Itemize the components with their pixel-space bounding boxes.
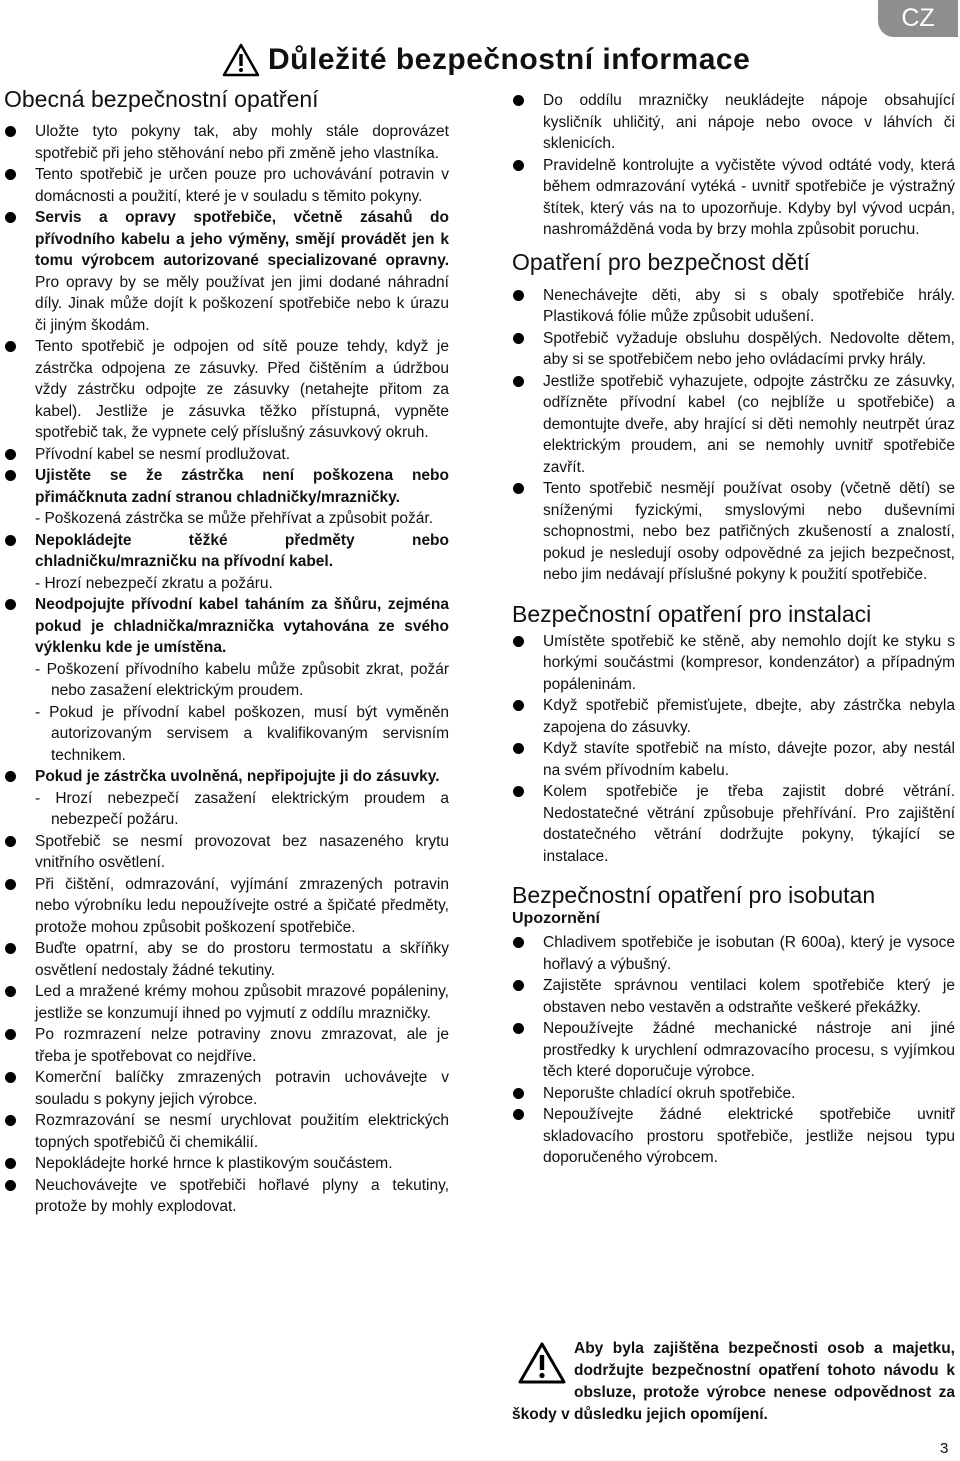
list-item (4, 1067, 449, 1110)
item-text: Pravidelně kontrolujte a vyčistěte vývod odtáté vody, která během odmrazování vytéká - uvnitř spotřebiče je výstražný štítek, který vás na to upozorňuje. Kdyby byl vývod ucpán, nashromážděná voda by brzy mohla způsobit poruchu. (543, 156, 955, 238)
sub-item-text: - Poškozená zástrčka se může přehřívat a způsobit požár. (35, 510, 434, 527)
bold-text: Neodpojujte přívodní kabel taháním za šňůru, zejména pokud je chladnička/mraznička vytahována ze svého výklenku kde je umístěna. (35, 596, 449, 656)
item-text: Uložte tyto pokyny tak, aby mohly stále doprovázet spotřebič při jeho stěhování nebo při změně jeho vlastníka. (35, 123, 449, 162)
item-text: Tento spotřebič je odpojen od sítě pouze tehdy, když je zástrčka odpojena ze zásuvky. Před čištěním a údržbou vždy zástrčku odpojte ze zásuvky (netahejte přitom za kabel). Jestliže je zásuvka těžko přístupná, vypněte spotřebič tak, že vypnete celý příslušný zásuvkový okruh. (35, 338, 449, 441)
list-item (4, 594, 449, 766)
isobutane-safety-list (512, 932, 955, 1169)
list-item (4, 207, 449, 336)
list-item (4, 981, 449, 1024)
item-text: Rozmrazování se nesmí urychlovat použitím elektrických topných spotřebičů či chemikálií. (35, 1112, 449, 1151)
list-item (512, 1018, 955, 1083)
item-text: Neporušte chladící okruh spotřebiče. (543, 1084, 796, 1102)
sub-item-text: - Hrozí nebezpečí zasažení elektrickým proudem a nebezpečí požáru. (35, 789, 449, 828)
item-text: Zajistěte správnou ventilaci kolem spotřebiče který je obstaven nebo vestavěn a odstraňte veškeré překážky. (543, 977, 955, 1016)
list-item (4, 1110, 449, 1153)
list-item (512, 975, 955, 1018)
list-item (4, 121, 449, 164)
isobutane-warning-subheading: Upozornění (512, 910, 600, 927)
list-item (512, 1104, 955, 1169)
item-text: Při čištění, odmrazování, vyjímání zmrazených potravin nebo výrobníku ledu nepoužívejte ostré a špičaté předměty, protože mohou způsobit poškození spotřebiče. (35, 875, 449, 936)
freezer-notes-list (512, 90, 955, 241)
bold-text: Servis a opravy spotřebiče, včetně zásahů do přívodního kabelu a jeho výměny, smějí provádět jen k tomu výrobcem autorizované specializované opravny. (35, 209, 449, 269)
list-item (512, 478, 955, 586)
list-item (512, 328, 955, 371)
list-item (512, 1083, 955, 1105)
general-safety-heading: Obecná bezpečnostní opatření (4, 86, 319, 112)
item-text: Chladivem spotřebiče je isobutan (R 600a), který je vysoce hořlavý a výbušný. (543, 934, 955, 973)
list-item (4, 766, 449, 831)
list-item (4, 465, 449, 530)
item-text: Tento spotřebič je určen pouze pro uchovávání potravin v domácnosti a použití, které je v souladu s těmito pokyny. (35, 166, 449, 205)
final-safety-note-text: Aby byla zajištěna bezpečnosti osob a majetku, dodržujte bezpečnostní opatření tohoto návodu k obsluze, protože výrobce nenese odpovědnost za škody v důsledku jejich opomíjení. (512, 1340, 955, 1423)
list-item (4, 336, 449, 444)
list-item (4, 1175, 449, 1218)
final-safety-note (512, 1338, 955, 1426)
list-item (4, 1153, 449, 1175)
left-column (4, 86, 449, 1218)
right-column (512, 90, 955, 1169)
list-item (512, 285, 955, 328)
list-item (512, 371, 955, 479)
sub-item-text: - Poškození přívodního kabelu může způsobit zkrat, požár nebo zasažení elektrickým proudem. (35, 660, 449, 699)
list-item (512, 90, 955, 155)
warning-icon (222, 43, 260, 77)
item-text: Led a mražené krémy mohou způsobit mrazové popáleniny, jestliže se konzumují ihned po vyjmutí z oddílu mrazničky. (35, 983, 449, 1022)
item-text: Jestliže spotřebič vyhazujete, odpojte zástrčku ze zásuvky, odřízněte přívodní kabel (co nejblíže u spotřebiče) a demontujte dveře, aby hrající si děti nemohly neutrpět úraz elektrickým proudem, ani se nemohly uvnitř spotřebiče zavřít. (543, 372, 955, 476)
bold-text: Ujistěte se že zástrčka není poškozena nebo přimáčknuta zadní stranou chladničky/mrazničky. (35, 467, 449, 506)
list-item (4, 938, 449, 981)
item-text: Nepoužívejte žádné mechanické nástroje ani jiné prostředky k urychlení odmrazovacího procesu, s vyjímkou těch které doporučuje výrobce. (543, 1020, 955, 1080)
item-text: Do oddílu mrazničky neukládejte nápoje obsahující kysličník uhličitý, ani nápoje nebo ovoce v láhvích či sklenicích. (543, 92, 955, 152)
language-badge: CZ (878, 0, 958, 37)
list-item (4, 444, 449, 466)
item-text: Komerční balíčky zmrazených potravin uchovávejte v souladu s pokyny jejich výrobce. (35, 1069, 449, 1108)
page-title (222, 38, 750, 82)
list-item (512, 155, 955, 241)
bold-text: Pokud je zástrčka uvolněná, nepřipojujte ji do zásuvky. (35, 768, 440, 785)
bold-text: Nepokládejte těžké předměty nebo chladničku/mrazničku na přívodní kabel. (35, 531, 449, 570)
item-text: Když stavíte spotřebič na místo, dávejte pozor, aby nestál na svém přívodním kabelu. (543, 740, 955, 779)
item-text: Umístěte spotřebič ke stěně, aby nemohlo dojít ke styku s horkými součástmi (kompresor, kondenzátor) a případným popáleninám. (543, 632, 955, 693)
sub-item-text: - Pokud je přívodní kabel poškozen, musí být vyměněn autorizovaným servisem a kvalifikovaným servisním technikem. (35, 703, 449, 764)
item-text: Nepoužívejte žádné elektrické spotřebiče uvnitř skladovacího prostoru spotřebiče, jestliže nejsou typu doporučeného výrobcem. (543, 1106, 955, 1166)
item-text: Buďte opatrní, aby se do prostoru termostatu a skříňky osvětlení nedostaly žádné tekutiny. (35, 940, 449, 979)
item-text: Když spotřebič přemisťujete, dbejte, aby zástrčka nebyla zapojena do zásuvky. (543, 697, 955, 736)
list-item (512, 932, 955, 975)
children-safety-heading: Opatření pro bezpečnost dětí (512, 248, 810, 275)
item-text: Nepokládejte horké hrnce k plastikovým součástem. (35, 1155, 393, 1172)
list-item (512, 738, 955, 781)
item-text: Po rozmrazení nelze potraviny znovu zmrazovat, ale je třeba je spotřebovat co nejdříve. (35, 1026, 449, 1065)
isobutane-safety-heading: Bezpečnostní opatření pro isobutan (512, 882, 876, 908)
warning-icon (518, 1342, 566, 1384)
list-item (4, 831, 449, 874)
list-item (4, 164, 449, 207)
installation-safety-heading: Bezpečnostní opatření pro instalaci (512, 600, 872, 627)
item-text: Spotřebič vyžaduje obsluhu dospělých. Nedovolte dětem, aby si se spotřebičem nebo jeho ovládacími prvky hrály. (543, 329, 955, 368)
sub-item-text: - Hrozí nebezpečí zkratu a požáru. (35, 574, 273, 592)
page-title-text: Důležité bezpečnostní informace (268, 43, 751, 76)
item-text: Kolem spotřebiče je třeba zajistit dobré větrání. Nedostatečné větrání způsobuje přehřívání. Pro zajištění dostatečného větrání dodržujte pokyny, týkající se instalace. (543, 783, 955, 865)
page-number: 3 (940, 1440, 949, 1457)
list-item (512, 631, 955, 696)
list-item (4, 530, 449, 595)
item-text: Spotřebič se nesmí provozovat bez nasazeného krytu vnitřního osvětlení. (35, 832, 449, 871)
list-item (4, 874, 449, 939)
list-item (512, 781, 955, 867)
item-text: Tento spotřebič nesmějí používat osoby (včetně dětí) se sníženými fyzickými, smyslovými nebo duševními schopnostmi, nebo bez patřičných zkušeností a znalostí, pokud je nesledují osoby odpovědné za jejich bezpečnost, nebo jim nedávají příslušné pokyny k použití spotřebiče. (543, 480, 955, 583)
item-text: Přívodní kabel se nesmí prodlužovat. (35, 445, 291, 463)
installation-safety-list (512, 631, 955, 868)
item-text: Neuchovávejte ve spotřebiči hořlavé plyny a tekutiny, protože by mohly explodovat. (35, 1176, 449, 1215)
item-text: Pro opravy by se měly používat jen jimi dodané náhradní díly. Jinak může dojít k poškození spotřebiče nebo k úrazu či jiným škodám. (35, 273, 449, 334)
item-text: Nenechávejte děti, aby si s obaly spotřebiče hrály. Plastiková fólie může způsobit udušení. (543, 286, 955, 325)
children-safety-list (512, 285, 955, 586)
list-item (512, 695, 955, 738)
list-item (4, 1024, 449, 1067)
general-safety-list (4, 121, 449, 1218)
